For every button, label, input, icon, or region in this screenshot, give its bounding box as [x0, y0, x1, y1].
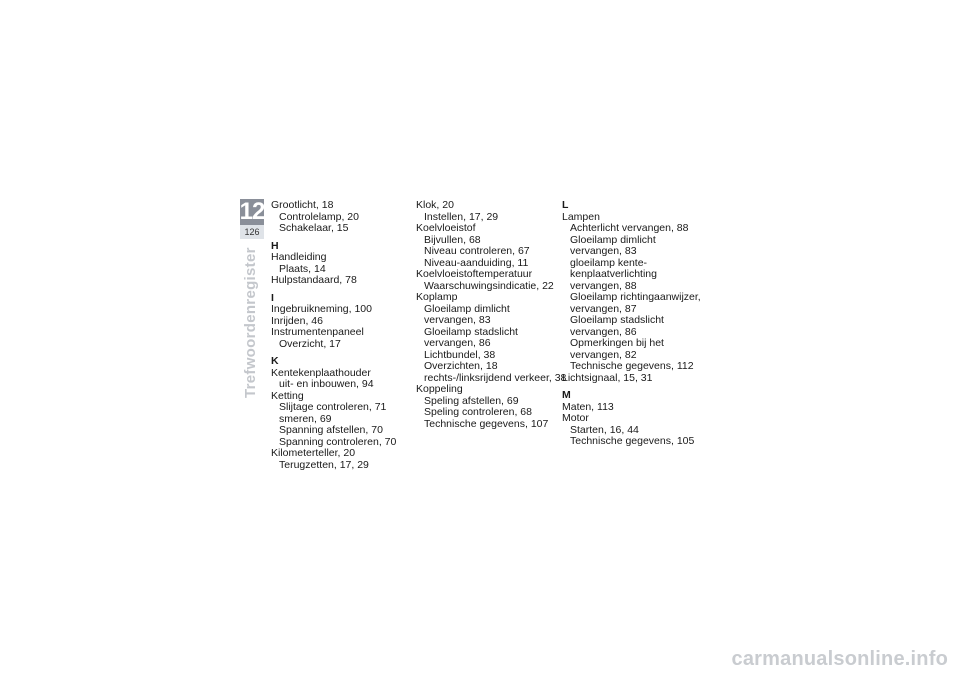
chapter-tab — [240, 199, 264, 239]
index-subentry: vervangen, 87 — [570, 302, 637, 315]
index-subentry: Spanning controleren, 70 — [279, 435, 397, 448]
index-subentry: Bijvullen, 68 — [424, 233, 481, 246]
index-entry: Kilometerteller, 20 — [271, 447, 356, 459]
index-subentry: Gloeilamp dimlicht — [570, 233, 656, 246]
chapter-number: 12 — [239, 198, 265, 225]
index-subentry: Opmerkingen bij het — [570, 337, 664, 349]
index-entry: Handleiding — [271, 251, 327, 263]
index-entry: Ketting — [271, 389, 304, 402]
index-letter: I — [271, 291, 274, 304]
index-subentry: Technische gegevens, 107 — [424, 417, 549, 430]
index-subentry: Schakelaar, 15 — [279, 222, 349, 234]
index-column-1 — [271, 200, 406, 471]
index-entry: Lichtsignaal, 15, 31 — [562, 371, 653, 384]
index-subentry: Instellen, 17, 29 — [424, 210, 499, 223]
index-entry: Ingebruikneming, 100 — [271, 303, 372, 315]
index-subentry: smeren, 69 — [279, 412, 332, 425]
index-subentry: Technische gegevens, 105 — [570, 435, 695, 447]
index-column-2 — [416, 199, 567, 430]
index-entry: Kentekenplaathouder — [271, 366, 371, 379]
index-subentry: rechts-/linksrijdend verkeer, 38 — [424, 371, 567, 384]
index-letter: M — [562, 389, 571, 401]
index-subentry: Gloeilamp dimlicht — [424, 302, 510, 315]
index-subentry: Controlelamp, 20 — [279, 210, 359, 223]
index-subentry: Achterlicht vervangen, 88 — [570, 222, 689, 234]
index-subentry: kenplaatverlichting — [570, 268, 657, 280]
index-subentry: Niveau-aanduiding, 11 — [424, 256, 529, 269]
index-subentry: vervangen, 83 — [424, 314, 491, 326]
index-subentry: Plaats, 14 — [279, 262, 326, 275]
index-entry: Motor — [562, 412, 589, 424]
index-subentry: Technische gegevens, 112 — [570, 360, 694, 372]
index-column-3 — [562, 200, 702, 448]
index-subentry: uit- en inbouwen, 94 — [279, 378, 374, 390]
index-subentry: Speling controleren, 68 — [424, 406, 532, 418]
index-subentry: Gloeilamp stadslicht — [570, 314, 664, 326]
index-subentry: Spanning afstellen, 70 — [279, 424, 383, 436]
index-subentry: Starten, 16, 44 — [570, 423, 639, 436]
index-entry: Koppeling — [416, 383, 463, 395]
section-title: Trefwoordenregister — [242, 247, 259, 398]
index-subentry: Overzicht, 17 — [279, 337, 341, 350]
index-entry: Koelvloeistof — [416, 222, 476, 234]
page-number: 126 — [240, 225, 264, 239]
index-entry: Lampen — [562, 210, 600, 223]
index-entry: Grootlicht, 18 — [271, 199, 334, 211]
index-subentry: Slijtage controleren, 71 — [279, 401, 387, 413]
index-entry: Inrijden, 46 — [271, 314, 323, 327]
index-subentry: Terugzetten, 17, 29 — [279, 458, 369, 471]
index-subentry: vervangen, 86 — [424, 337, 491, 349]
index-letter: H — [271, 239, 279, 252]
index-subentry: Waarschuwingsindicatie, 22 — [424, 279, 554, 292]
index-subentry: Speling afstellen, 69 — [424, 394, 519, 407]
index-subentry: vervangen, 86 — [570, 325, 637, 338]
index-entry: Instrumentenpaneel — [271, 326, 364, 338]
index-subentry: Gloeilamp richtingaanwijzer, — [570, 291, 701, 303]
index-subentry: vervangen, 83 — [570, 245, 637, 257]
index-subentry: Lichtbundel, 38 — [424, 348, 496, 361]
index-subentry: Gloeilamp stadslicht — [424, 325, 518, 338]
index-subentry: vervangen, 88 — [570, 279, 637, 292]
index-subentry: Overzichten, 18 — [424, 360, 498, 372]
index-entry: Maten, 113 — [562, 400, 614, 413]
index-subentry: gloeilamp kente- — [570, 256, 648, 269]
index-subentry: Niveau controleren, 67 — [424, 245, 530, 257]
index-entry: Klok, 20 — [416, 199, 454, 211]
index-entry: Koplamp — [416, 291, 458, 303]
index-entry: Koelvloeistoftemperatuur — [416, 268, 533, 280]
index-entry: Hulpstandaard, 78 — [271, 274, 357, 286]
watermark: carmanualsonline.info — [731, 648, 948, 670]
index-letter: L — [562, 199, 569, 211]
index-letter: K — [271, 355, 279, 367]
index-subentry: vervangen, 82 — [570, 348, 637, 361]
